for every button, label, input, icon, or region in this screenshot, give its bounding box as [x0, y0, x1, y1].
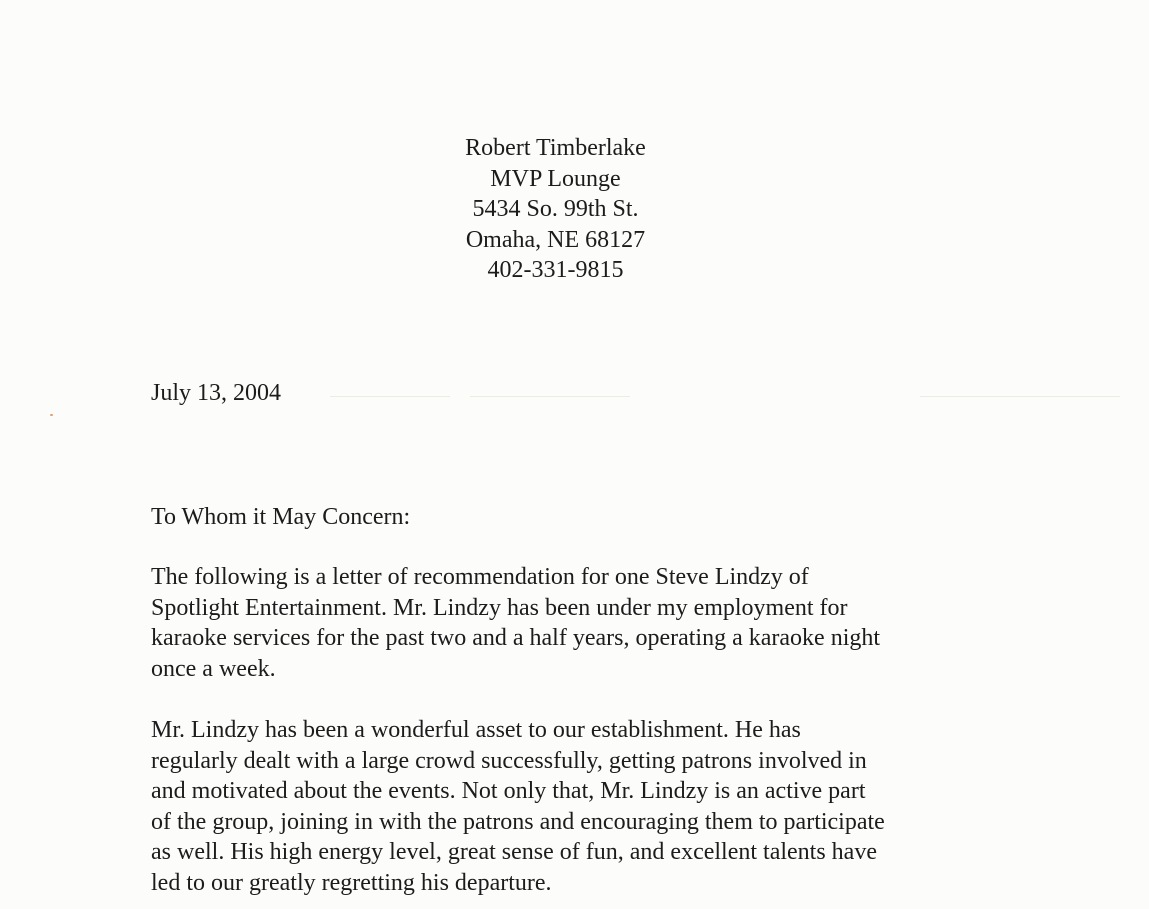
paragraph-line: The following is a letter of recommendation for one Steve Lindzy of [151, 564, 809, 590]
paragraph-line: led to our greatly regretting his departure. [151, 869, 552, 896]
salutation: To Whom it May Concern: [151, 504, 411, 530]
phone-number: 402-331-9815 [487, 257, 624, 283]
paper-speck [50, 414, 53, 416]
paragraph-line: and motivated about the events. Not only that, Mr. Lindzy is an active part [151, 778, 866, 805]
scan-artifact-line [920, 396, 1120, 397]
paragraph-1 [151, 562, 880, 684]
city-state-zip: Omaha, NE 68127 [465, 226, 646, 253]
paragraph-line: Mr. Lindzy has been a wonderful asset to our establishment. He has [151, 717, 801, 743]
paragraph-line: of the group, joining in with the patrons and encouraging them to participate [151, 808, 885, 835]
business-name: MVP Lounge [490, 165, 621, 192]
scan-artifact-line [330, 396, 450, 397]
paragraph-line: regularly dealt with a large crowd successfully, getting patrons involved in [151, 747, 867, 774]
letterhead [0, 133, 1111, 286]
paragraph-line: as well. His high energy level, great sense of fun, and excellent talents have [151, 839, 877, 866]
paragraph-2 [151, 715, 885, 899]
sender-name: Robert Timberlake [465, 135, 646, 161]
letter-date: July 13, 2004 [151, 380, 282, 406]
paragraph-line: Spotlight Entertainment. Mr. Lindzy has been under my employment for [151, 594, 848, 621]
paragraph-line: karaoke services for the past two and a half years, operating a karaoke night [151, 625, 881, 652]
paragraph-line: once a week. [151, 655, 276, 682]
scan-artifact-line [470, 396, 630, 397]
street-address: 5434 So. 99th St. [472, 196, 639, 222]
